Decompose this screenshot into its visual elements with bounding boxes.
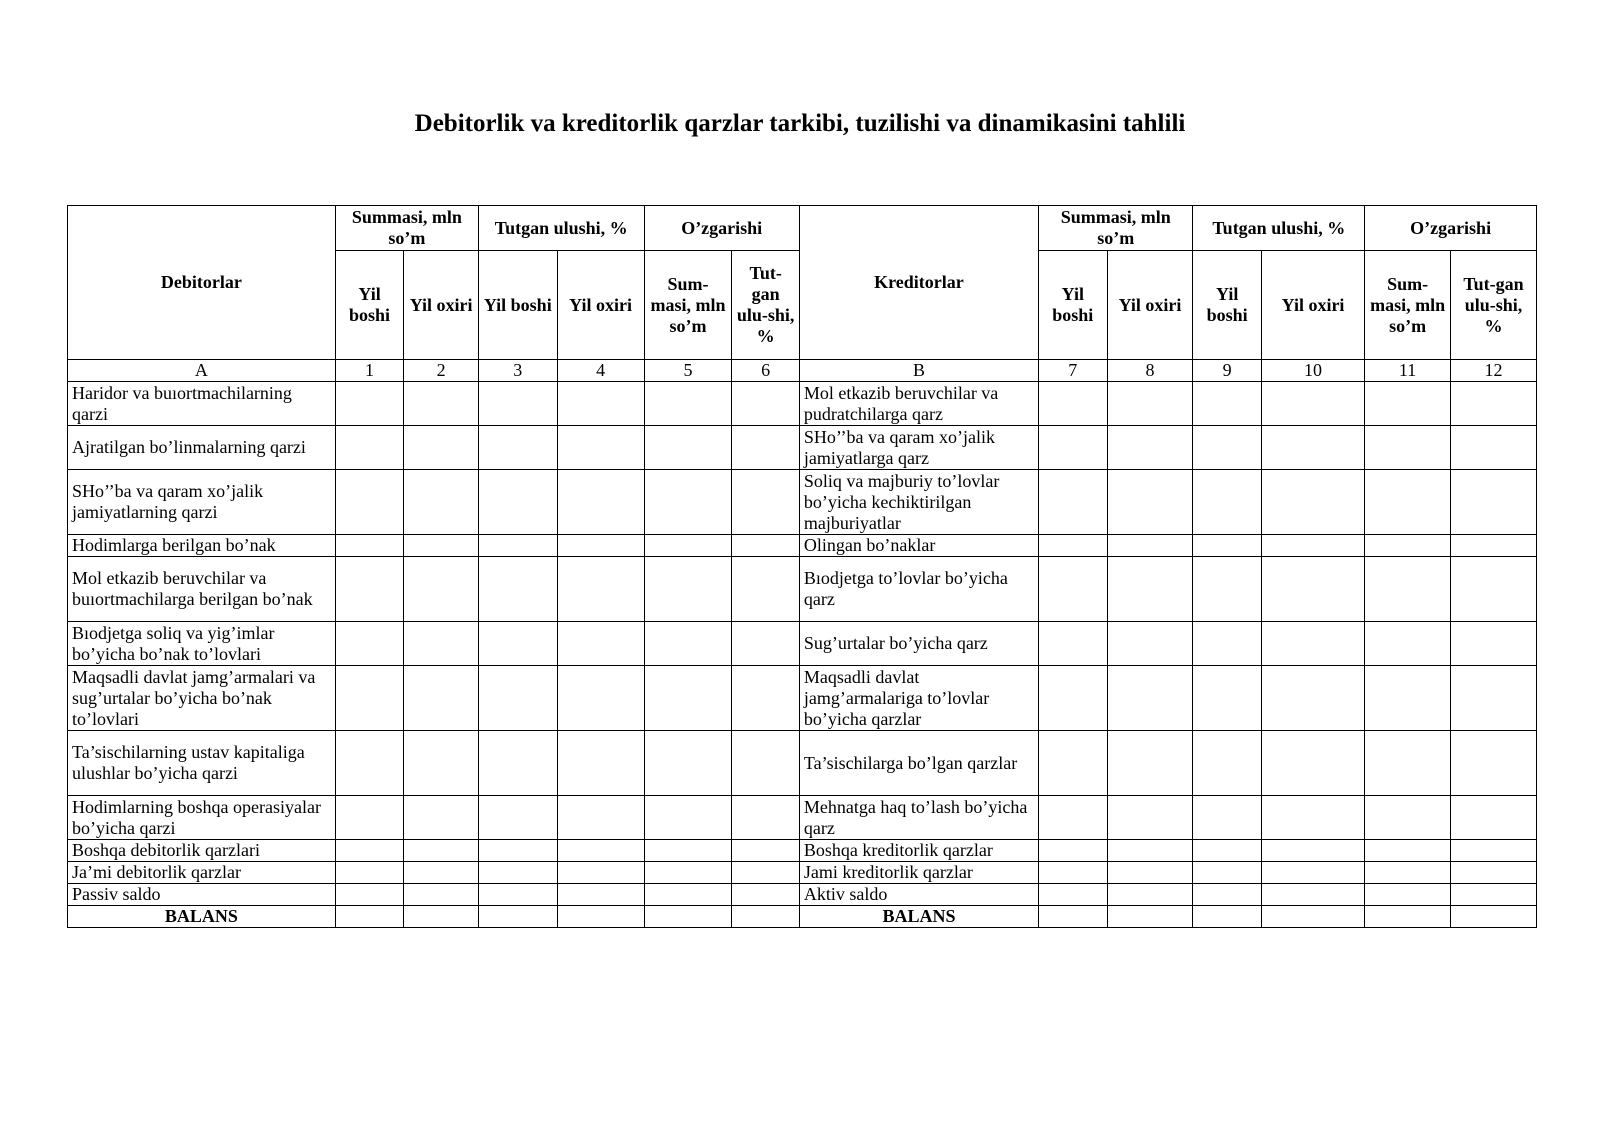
debitor-label: Hodimlarga berilgan bo’nak — [68, 535, 336, 557]
table-body — [68, 382, 1537, 928]
debitor-label: Hodimlarning boshqa operasiyalar bo’yicha qarzi — [68, 796, 336, 840]
empty-value-cell — [1107, 535, 1193, 557]
empty-value-cell — [1451, 382, 1537, 426]
empty-value-cell — [1261, 906, 1364, 928]
empty-value-cell — [1039, 382, 1107, 426]
empty-value-cell — [1261, 666, 1364, 731]
empty-value-cell — [1039, 557, 1107, 622]
empty-value-cell — [1039, 470, 1107, 535]
empty-value-cell — [478, 862, 557, 884]
empty-value-cell — [404, 557, 479, 622]
empty-value-cell — [1451, 557, 1537, 622]
empty-value-cell — [557, 382, 644, 426]
empty-value-cell — [644, 840, 732, 862]
empty-value-cell — [478, 382, 557, 426]
debitor-label: Bıodjetga soliq va yig’imlar bo’yicha bo’nak to’lovlari — [68, 622, 336, 666]
change-share-header: Tut-gan ulu-shi, % — [1451, 251, 1537, 360]
empty-value-cell — [335, 426, 403, 470]
yil-boshi-header: Yil boshi — [335, 251, 403, 360]
empty-value-cell — [1365, 382, 1451, 426]
column-index-cell: 9 — [1193, 360, 1261, 382]
empty-value-cell — [1107, 666, 1193, 731]
column-index-cell: 8 — [1107, 360, 1193, 382]
empty-value-cell — [732, 535, 799, 557]
empty-value-cell — [1039, 796, 1107, 840]
table-row — [68, 382, 1537, 426]
column-index-cell: 5 — [644, 360, 732, 382]
column-index-cell: 3 — [478, 360, 557, 382]
table-row — [68, 666, 1537, 731]
debitor-label: SHo’’ba va qaram xo’jalik jamiyatlarning qarzi — [68, 470, 336, 535]
empty-value-cell — [335, 796, 403, 840]
empty-value-cell — [644, 906, 732, 928]
empty-value-cell — [732, 557, 799, 622]
empty-value-cell — [557, 470, 644, 535]
empty-value-cell — [478, 731, 557, 796]
empty-value-cell — [1107, 622, 1193, 666]
empty-value-cell — [404, 666, 479, 731]
empty-value-cell — [1039, 666, 1107, 731]
tutgan-ulushi-header-right: Tutgan ulushi, % — [1193, 206, 1365, 251]
column-index-cell: 4 — [557, 360, 644, 382]
table-row — [68, 796, 1537, 840]
kreditor-label: Aktiv saldo — [799, 884, 1038, 906]
empty-value-cell — [1039, 535, 1107, 557]
kreditor-label: Olingan bo’naklar — [799, 535, 1038, 557]
page-title: Debitorlik va kreditorlik qarzlar tarkibi, tuzilishi va dinamikasini tahlili — [414, 110, 1186, 137]
summasi-header-left: Summasi, mln so’m — [335, 206, 478, 251]
empty-value-cell — [1365, 906, 1451, 928]
empty-value-cell — [335, 840, 403, 862]
empty-value-cell — [1261, 796, 1364, 840]
kreditor-label: Ta’sischilarga bo’lgan qarzlar — [799, 731, 1038, 796]
debitor-label: Ajratilgan bo’linmalarning qarzi — [68, 426, 336, 470]
column-index-cell: 6 — [732, 360, 799, 382]
empty-value-cell — [478, 622, 557, 666]
empty-value-cell — [1365, 862, 1451, 884]
empty-value-cell — [478, 796, 557, 840]
debitor-label: Ja’mi debitorlik qarzlar — [68, 862, 336, 884]
empty-value-cell — [1193, 382, 1261, 426]
empty-value-cell — [335, 731, 403, 796]
kreditorlar-header: Kreditorlar — [799, 206, 1038, 360]
empty-value-cell — [1039, 731, 1107, 796]
empty-value-cell — [732, 382, 799, 426]
debitor-label: Ta’sischilarning ustav kapitaliga ulushlar bo’yicha qarzi — [68, 731, 336, 796]
table-row — [68, 470, 1537, 535]
empty-value-cell — [1193, 622, 1261, 666]
empty-value-cell — [644, 622, 732, 666]
empty-value-cell — [732, 840, 799, 862]
empty-value-cell — [1451, 731, 1537, 796]
empty-value-cell — [404, 622, 479, 666]
empty-value-cell — [1039, 906, 1107, 928]
empty-value-cell — [1039, 426, 1107, 470]
empty-value-cell — [478, 557, 557, 622]
empty-value-cell — [644, 731, 732, 796]
empty-value-cell — [1365, 622, 1451, 666]
kreditor-label: Boshqa kreditorlik qarzlar — [799, 840, 1038, 862]
empty-value-cell — [404, 906, 479, 928]
empty-value-cell — [557, 622, 644, 666]
empty-value-cell — [1193, 906, 1261, 928]
empty-value-cell — [1261, 557, 1364, 622]
column-index-cell: 12 — [1451, 360, 1537, 382]
empty-value-cell — [1193, 731, 1261, 796]
empty-value-cell — [1365, 796, 1451, 840]
empty-value-cell — [644, 557, 732, 622]
empty-value-cell — [1107, 796, 1193, 840]
empty-value-cell — [404, 796, 479, 840]
yil-oxiri-header: Yil oxiri — [1107, 251, 1193, 360]
empty-value-cell — [1451, 862, 1537, 884]
table-row — [68, 884, 1537, 906]
kreditor-label: Bıodjetga to’lovlar bo’yicha qarz — [799, 557, 1038, 622]
empty-value-cell — [1107, 906, 1193, 928]
empty-value-cell — [335, 906, 403, 928]
empty-value-cell — [1365, 426, 1451, 470]
empty-value-cell — [1107, 470, 1193, 535]
empty-value-cell — [1261, 731, 1364, 796]
kreditor-label: Jami kreditorlik qarzlar — [799, 862, 1038, 884]
yil-boshi-header: Yil boshi — [1193, 251, 1261, 360]
empty-value-cell — [644, 426, 732, 470]
empty-value-cell — [1261, 535, 1364, 557]
empty-value-cell — [478, 426, 557, 470]
empty-value-cell — [1365, 884, 1451, 906]
empty-value-cell — [1193, 840, 1261, 862]
empty-value-cell — [1193, 535, 1261, 557]
table-row — [68, 535, 1537, 557]
debitorlar-header: Debitorlar — [68, 206, 336, 360]
change-sum-header: Sum-masi, mln so’m — [1365, 251, 1451, 360]
empty-value-cell — [478, 470, 557, 535]
empty-value-cell — [1107, 884, 1193, 906]
empty-value-cell — [1261, 622, 1364, 666]
debitor-label: Maqsadli davlat jamg’armalari va sug’urtalar bo’yicha bo’nak to’lovlari — [68, 666, 336, 731]
empty-value-cell — [557, 666, 644, 731]
empty-value-cell — [732, 731, 799, 796]
empty-value-cell — [478, 666, 557, 731]
column-index-cell: 10 — [1261, 360, 1364, 382]
empty-value-cell — [557, 862, 644, 884]
empty-value-cell — [1365, 470, 1451, 535]
empty-value-cell — [1107, 382, 1193, 426]
empty-value-cell — [404, 731, 479, 796]
empty-value-cell — [335, 557, 403, 622]
empty-value-cell — [1039, 840, 1107, 862]
empty-value-cell — [404, 862, 479, 884]
empty-value-cell — [478, 840, 557, 862]
empty-value-cell — [732, 666, 799, 731]
change-share-header: Tut-gan ulu-shi, % — [732, 251, 799, 360]
empty-value-cell — [1261, 862, 1364, 884]
empty-value-cell — [732, 906, 799, 928]
kreditor-label: Mol etkazib beruvchilar va pudratchilarga qarz — [799, 382, 1038, 426]
empty-value-cell — [1039, 862, 1107, 884]
empty-value-cell — [1451, 426, 1537, 470]
empty-value-cell — [557, 796, 644, 840]
empty-value-cell — [1451, 840, 1537, 862]
empty-value-cell — [732, 470, 799, 535]
empty-value-cell — [1039, 622, 1107, 666]
empty-value-cell — [1261, 426, 1364, 470]
empty-value-cell — [1107, 862, 1193, 884]
empty-value-cell — [1193, 557, 1261, 622]
empty-value-cell — [1193, 884, 1261, 906]
empty-value-cell — [1451, 884, 1537, 906]
debitor-label: Mol etkazib beruvchilar va buıortmachilarga berilgan bo’nak — [68, 557, 336, 622]
empty-value-cell — [557, 884, 644, 906]
column-index-row — [68, 360, 1537, 382]
column-index-cell: B — [799, 360, 1038, 382]
change-sum-header: Sum-masi, mln so’m — [644, 251, 732, 360]
debitor-label: Boshqa debitorlik qarzlari — [68, 840, 336, 862]
table-row — [68, 906, 1537, 928]
empty-value-cell — [1193, 796, 1261, 840]
yil-oxiri-header: Yil oxiri — [1261, 251, 1364, 360]
table-row — [68, 731, 1537, 796]
empty-value-cell — [644, 862, 732, 884]
empty-value-cell — [404, 840, 479, 862]
empty-value-cell — [1365, 731, 1451, 796]
yil-boshi-header: Yil boshi — [478, 251, 557, 360]
empty-value-cell — [404, 535, 479, 557]
empty-value-cell — [732, 426, 799, 470]
empty-value-cell — [1451, 666, 1537, 731]
empty-value-cell — [644, 382, 732, 426]
empty-value-cell — [1365, 535, 1451, 557]
empty-value-cell — [335, 862, 403, 884]
empty-value-cell — [478, 535, 557, 557]
tutgan-ulushi-header-left: Tutgan ulushi, % — [478, 206, 644, 251]
empty-value-cell — [1261, 470, 1364, 535]
column-index-cell: 7 — [1039, 360, 1107, 382]
kreditor-label: Sug’urtalar bo’yicha qarz — [799, 622, 1038, 666]
empty-value-cell — [1107, 426, 1193, 470]
empty-value-cell — [1261, 840, 1364, 862]
empty-value-cell — [335, 382, 403, 426]
empty-value-cell — [557, 535, 644, 557]
table-row — [68, 862, 1537, 884]
yil-boshi-header: Yil boshi — [1039, 251, 1107, 360]
debt-analysis-table — [67, 205, 1537, 928]
kreditor-label: SHo’’ba va qaram xo’jalik jamiyatlarga qarz — [799, 426, 1038, 470]
column-index-cell: 11 — [1365, 360, 1451, 382]
ozgarishi-header-right: O’zgarishi — [1365, 206, 1537, 251]
empty-value-cell — [478, 906, 557, 928]
debitor-label: Passiv saldo — [68, 884, 336, 906]
empty-value-cell — [644, 796, 732, 840]
column-index-cell: 1 — [335, 360, 403, 382]
empty-value-cell — [1193, 426, 1261, 470]
empty-value-cell — [557, 840, 644, 862]
empty-value-cell — [1193, 862, 1261, 884]
ozgarishi-header-left: O’zgarishi — [644, 206, 799, 251]
empty-value-cell — [1451, 535, 1537, 557]
kreditor-label: Soliq va majburiy to’lovlar bo’yicha kechiktirilgan majburiyatlar — [799, 470, 1038, 535]
empty-value-cell — [732, 862, 799, 884]
column-index-cell: 2 — [404, 360, 479, 382]
kreditor-label: Maqsadli davlat jamg’armalariga to’lovlar bo’yicha qarzlar — [799, 666, 1038, 731]
debitor-label: BALANS — [68, 906, 336, 928]
empty-value-cell — [1261, 884, 1364, 906]
empty-value-cell — [335, 470, 403, 535]
empty-value-cell — [404, 426, 479, 470]
empty-value-cell — [644, 666, 732, 731]
empty-value-cell — [1365, 840, 1451, 862]
table-row — [68, 557, 1537, 622]
empty-value-cell — [1107, 840, 1193, 862]
empty-value-cell — [1193, 666, 1261, 731]
empty-value-cell — [732, 622, 799, 666]
empty-value-cell — [557, 906, 644, 928]
empty-value-cell — [1261, 382, 1364, 426]
column-index-cell: A — [68, 360, 336, 382]
empty-value-cell — [1039, 884, 1107, 906]
empty-value-cell — [1193, 470, 1261, 535]
empty-value-cell — [1451, 906, 1537, 928]
empty-value-cell — [335, 884, 403, 906]
debitor-label: Haridor va buıortmachilarning qarzi — [68, 382, 336, 426]
empty-value-cell — [557, 426, 644, 470]
empty-value-cell — [478, 884, 557, 906]
empty-value-cell — [1107, 557, 1193, 622]
empty-value-cell — [404, 382, 479, 426]
table-row — [68, 622, 1537, 666]
empty-value-cell — [1365, 666, 1451, 731]
empty-value-cell — [404, 884, 479, 906]
kreditor-label: Mehnatga haq to’lash bo’yicha qarz — [799, 796, 1038, 840]
empty-value-cell — [732, 884, 799, 906]
empty-value-cell — [557, 557, 644, 622]
yil-oxiri-header: Yil oxiri — [557, 251, 644, 360]
empty-value-cell — [1365, 557, 1451, 622]
empty-value-cell — [644, 884, 732, 906]
table-row — [68, 840, 1537, 862]
empty-value-cell — [1451, 796, 1537, 840]
empty-value-cell — [1451, 470, 1537, 535]
empty-value-cell — [335, 535, 403, 557]
empty-value-cell — [1107, 731, 1193, 796]
empty-value-cell — [335, 622, 403, 666]
kreditor-label: BALANS — [799, 906, 1038, 928]
yil-oxiri-header: Yil oxiri — [404, 251, 479, 360]
empty-value-cell — [404, 470, 479, 535]
empty-value-cell — [644, 535, 732, 557]
summasi-header-right: Summasi, mln so’m — [1039, 206, 1193, 251]
empty-value-cell — [335, 666, 403, 731]
empty-value-cell — [732, 796, 799, 840]
table-row — [68, 426, 1537, 470]
empty-value-cell — [557, 731, 644, 796]
empty-value-cell — [644, 470, 732, 535]
empty-value-cell — [1451, 622, 1537, 666]
